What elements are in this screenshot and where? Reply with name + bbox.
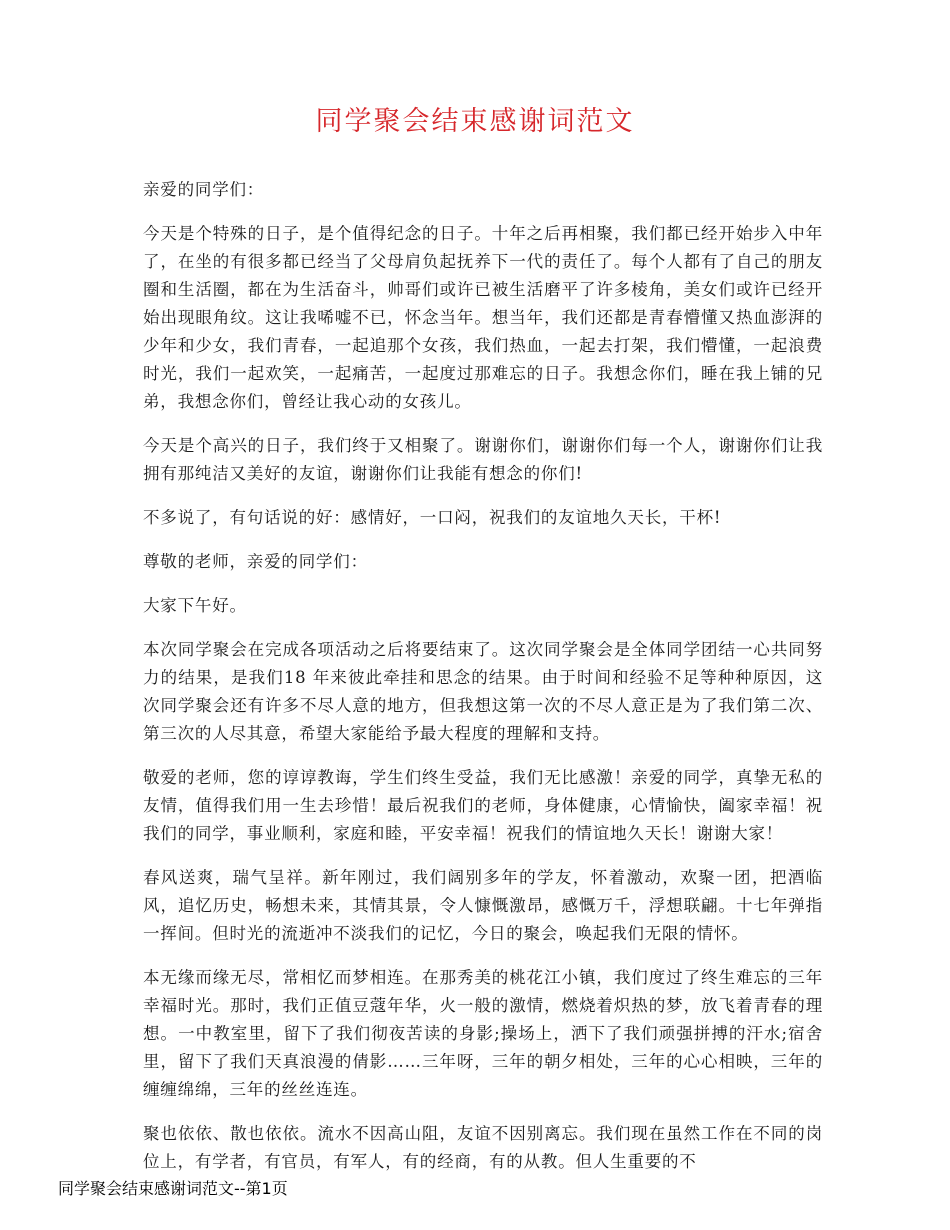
document-title: 同学聚会结束感谢词范文 (315, 106, 635, 137)
paragraph-good-afternoon: 大家下午好。 (143, 596, 247, 615)
paragraph-reunion-ending: 本次同学聚会在完成各项活动之后将要结束了。这次同学聚会是全体同学团结一心共同努力的结果，是我们18 年来彼此牵挂和思念的结果。由于时间和经验不足等种种原因，这次同学聚会还有许多不尽人意的地方，但我想这第一次的不尽人意正是为了我们第二次、第三次的人尽其意，希望大家能给予最大程度的理解和支持。 (143, 640, 823, 743)
paragraph-special-day: 今天是个特殊的日子，是个值得纪念的日子。十年之后再相聚，我们都已经开始步入中年了，在坐的有很多都已经当了父母肩负起抚养下一代的责任了。每个人都有了自己的朋友圈和生活圈，都在为生活奋斗，帅哥们或许已被生活磨平了许多棱角，美女们或许已经开始出现眼角纹。这让我唏嘘不已，怀念当年。想当年，我们还都是青春懵懂又热血澎湃的少年和少女，我们青春，一起追那个女孩，我们热血，一起去打架，我们懵懂，一起浪费时光，我们一起欢笑，一起痛苦，一起度过那难忘的日子。我想念你们，睡在我上铺的兄弟，我想念你们，曾经让我心动的女孩儿。 (143, 224, 823, 411)
paragraph-memories: 本无缘而缘无尽，常相忆而梦相连。在那秀美的桃花江小镇，我们度过了终生难忘的三年幸福时光。那时，我们正值豆蔻年华，火一般的激情，燃烧着炽热的梦，放飞着青春的理想。一中教室里，留下了我们彻夜苦读的身影;操场上，洒下了我们顽强拼搏的汗水;宿舍里，留下了我们天真浪漫的倩影……三年呀，三年的朝夕相处，三年的心心相映，三年的缠缠绵绵，三年的丝丝连连。 (143, 968, 823, 1099)
paragraph-happy-day: 今天是个高兴的日子，我们终于又相聚了。谢谢你们，谢谢你们每一个人，谢谢你们让我拥有那纯洁又美好的友谊，谢谢你们让我能有想念的你们! (143, 436, 823, 483)
paragraph-farewell: 聚也依依、散也依依。流水不因高山阻，友谊不因别离忘。我们现在虽然工作在不同的岗位上，有学者，有官员，有军人，有的经商，有的从教。但人生重要的不 (143, 1124, 823, 1171)
paragraph-toast: 不多说了，有句话说的好：感情好，一口闷，祝我们的友谊地久天长，干杯! (143, 508, 722, 527)
paragraph-greeting-1: 亲爱的同学们： (143, 180, 265, 199)
paragraph-spring-breeze: 春风送爽，瑞气呈祥。新年刚过，我们阔别多年的学友，怀着激动，欢聚一团，把酒临风，追忆历史，畅想未来，其情其景，令人慷慨激昂，感慨万千，浮想联翩。十七年弹指一挥间。但时光的流逝冲不淡我们的记忆，今日的聚会，唤起我们无限的情怀。 (143, 868, 823, 943)
paragraph-greeting-2: 尊敬的老师，亲爱的同学们： (143, 552, 368, 571)
paragraph-thanks-teachers: 敬爱的老师，您的谆谆教诲，学生们终生受益，我们无比感激！亲爱的同学，真挚无私的友情，值得我们用一生去珍惜！最后祝我们的老师，身体健康，心情愉快，阖家幸福！祝我们的同学，事业顺利，家庭和睦，平安幸福！祝我们的情谊地久天长！谢谢大家！ (143, 768, 823, 843)
page-footer: 同学聚会结束感谢词范文--第1页 (58, 1179, 288, 1198)
document-body (143, 176, 823, 1192)
